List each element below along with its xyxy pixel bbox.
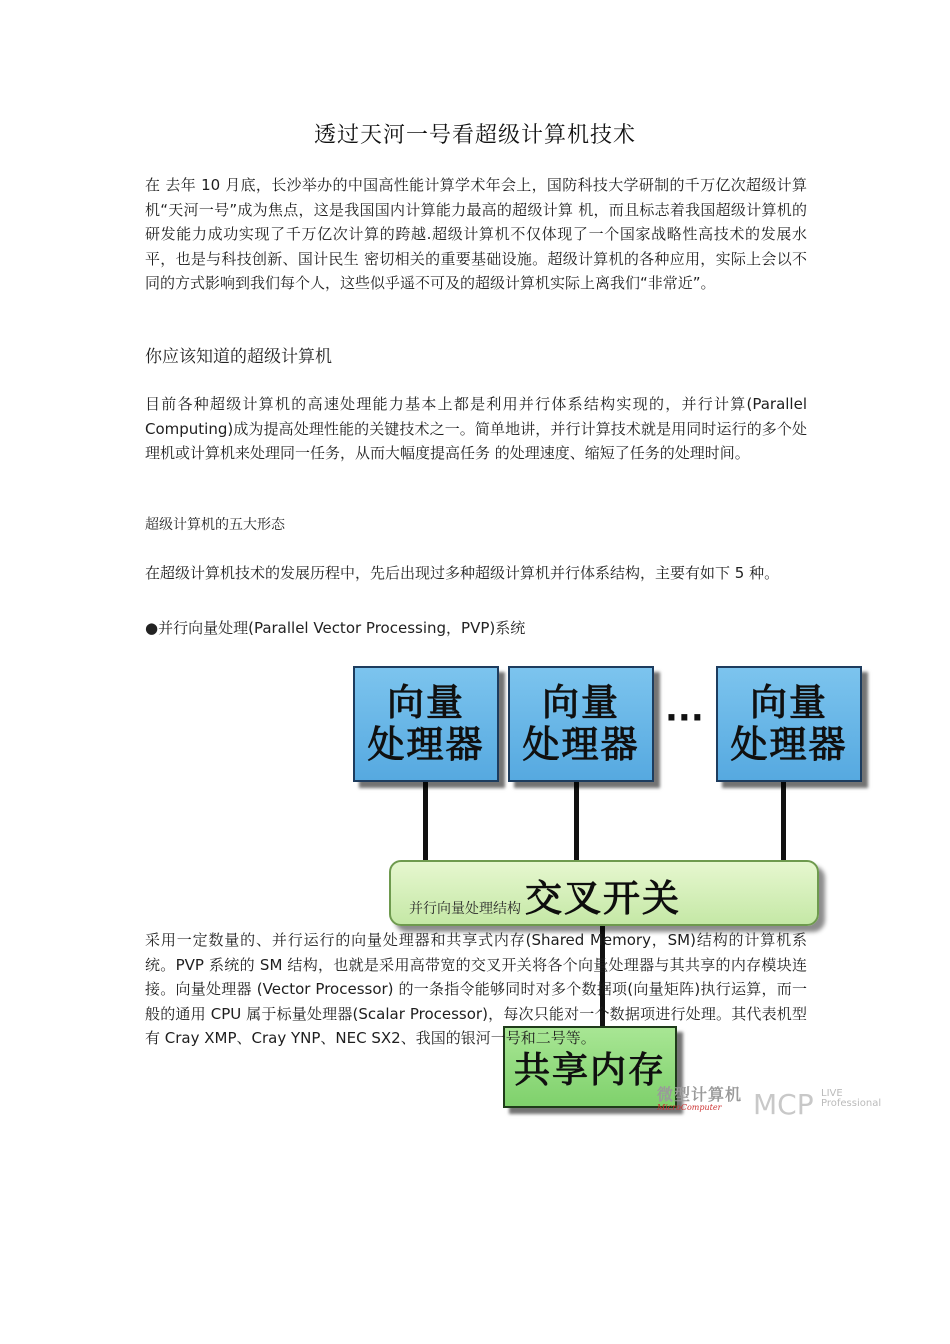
- connector-line: [423, 778, 428, 862]
- pvp-paragraph: [145, 928, 807, 1051]
- vector-processor-box: [508, 666, 654, 782]
- processor-label-line1: 向量: [750, 681, 828, 724]
- watermark-logo: [657, 1082, 742, 1112]
- section-paragraph: [145, 392, 807, 466]
- connector-line: [574, 778, 579, 862]
- vector-processor-box: [353, 666, 499, 782]
- pvp-text: 采用一定数量的、并行运行的向量处理器和共享式内存(Shared Memory，SM)结构的计算机系统。PVP 系统的 SM 结构，也就是采用高带宽的交叉开关将各个向量处理器与其共享的内存模块连接。向量处理器 (Vector Processor) 的一条指令能够同时对多个数据项(向量矩阵)执行运算，而一般的通用 CPU 属于标量处理器(Scalar Processor)，每次只能对一个数据项进行处理。其代表机型有 Cray XMP、Cray YNP、NEC SX2、我国的银河一号和二号等。: [145, 931, 807, 1048]
- shared-memory-label: 共享内存: [513, 1049, 666, 1091]
- watermark-pro-text: Professional: [821, 1098, 882, 1109]
- watermark-live: [821, 1089, 881, 1109]
- watermark-en: MicroComputer: [657, 1103, 722, 1112]
- intro-paragraph: [145, 173, 807, 296]
- section-heading: 你应该知道的超级计算机: [145, 347, 332, 367]
- processor-label-line2: 处理器: [367, 723, 485, 766]
- connector-line: [781, 778, 786, 862]
- processor-label-line1: 向量: [387, 681, 465, 724]
- watermark-cn: 微型计算机: [657, 1085, 743, 1104]
- watermark-live-text: LIVE: [821, 1088, 843, 1099]
- page-title: 透过天河一号看超级计算机技术: [313, 123, 636, 148]
- forms-text: 在超级计算机技术的发展历程中，先后出现过多种超级计算机并行体系结构，主要有如下 5 种。: [145, 564, 780, 582]
- watermark-mcp: MCP: [753, 1088, 814, 1121]
- crossbar-switch-label: 交叉开关: [525, 877, 681, 920]
- processor-label-line2: 处理器: [522, 723, 640, 766]
- section-text: 目前各种超级计算机的高速处理能力基本上都是利用并行体系结构实现的，并行计算(Parallel Computing)成为提高处理性能的关键技术之一。简单地讲，并行计算技术就是用同时运行的多个处理机或计算机来处理同一任务，从而大幅度提高任务 的处理速度、缩短了任务的处理时间。: [145, 395, 807, 463]
- vector-processor-box: [716, 666, 862, 782]
- processor-label-line2: 处理器: [730, 723, 848, 766]
- figure-caption: 并行向量处理结构: [409, 901, 521, 917]
- ellipsis: ···: [665, 698, 704, 738]
- intro-text: 在 去年 10 月底，长沙举办的中国高性能计算学术年会上，国防科技大学研制的千万亿次超级计算机“天河一号”成为焦点，这是我国国内计算能力最高的超级计算 机，而且标志着我国超级计算机的研发能力成功实现了千万亿次计算的跨越.超级计算机不仅体现了一个国家战略性高技术的发展水平，也是与科技创新、国计民生 密切相关的重要基础设施。超级计算机的各种应用，实际上会以不同的方式影响到我们每个人，这些似乎遥不可及的超级计算机实际上离我们“非常近”。: [145, 176, 807, 293]
- subheading: 超级计算机的五大形态: [145, 517, 285, 533]
- forms-paragraph: [145, 561, 807, 586]
- pvp-bullet: ●并行向量处理(Parallel Vector Processing，PVP)系统: [145, 619, 526, 637]
- processor-label-line1: 向量: [542, 681, 620, 724]
